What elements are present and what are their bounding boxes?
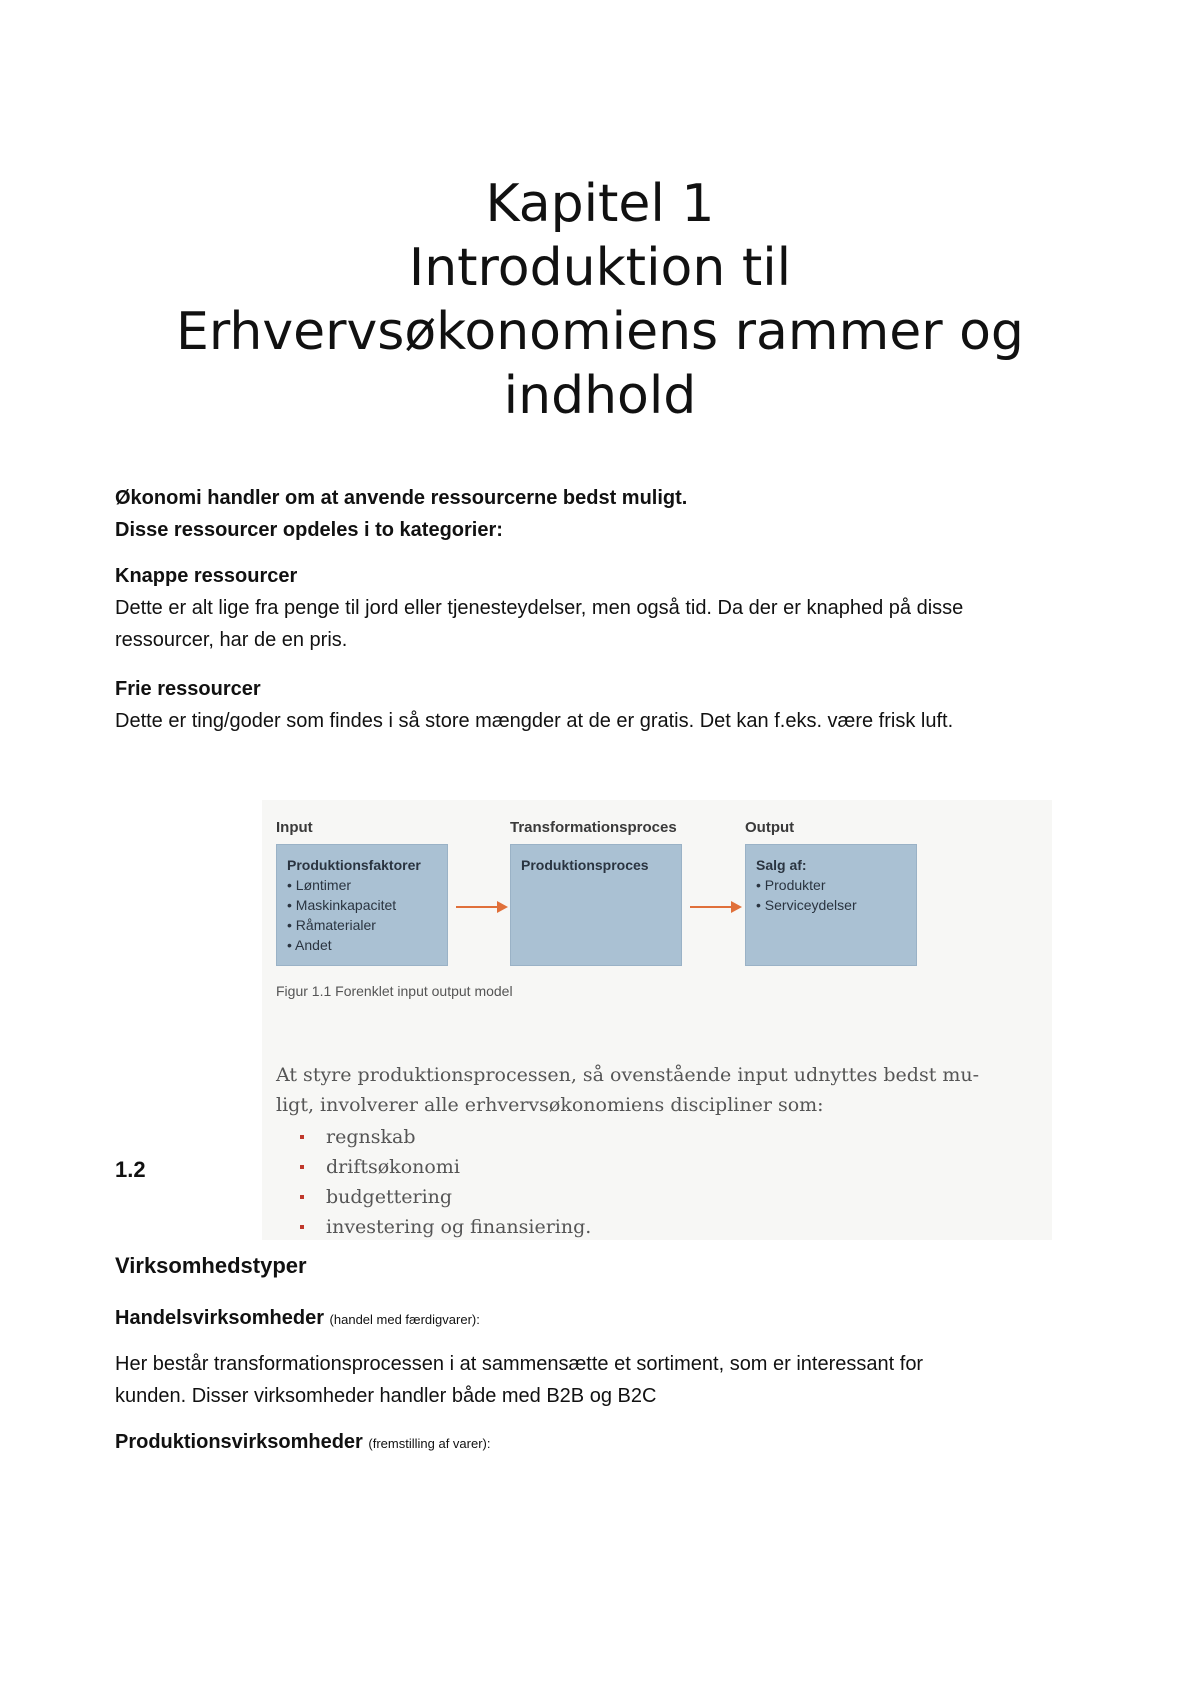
virksomhed-heading: Virksomhedstyper xyxy=(115,1253,307,1278)
title-line: Introduktion til xyxy=(408,238,792,298)
output-box xyxy=(745,844,917,966)
knappe-text: Dette er alt lige fra penge til jord eller tjenesteydelser, men også tid. Da der er knaphed på disse xyxy=(115,597,964,619)
handel-text: kunden. Disser virksomheder handler både med B2B og B2C xyxy=(115,1385,657,1407)
handel-text: Her består transformationsprocessen i at sammensætte et sortiment, som er interessant for xyxy=(115,1353,924,1375)
intro-line: Økonomi handler om at anvende ressourcerne bedst muligt. xyxy=(115,487,688,509)
output-label: Output xyxy=(745,819,795,836)
input-output-figure xyxy=(262,800,1052,1240)
page-title xyxy=(100,172,1100,428)
discipline-list xyxy=(296,1122,591,1242)
produktion-heading: Produktionsvirksomheder xyxy=(115,1431,363,1453)
list-item: regnskab xyxy=(296,1122,591,1152)
list-item: investering og finansiering. xyxy=(296,1212,591,1242)
list-item: • Serviceydelser xyxy=(756,895,906,915)
input-label: Input xyxy=(276,819,313,836)
input-box-title: Produktionsfaktorer xyxy=(287,857,421,873)
figure-paragraph-line: ligt, involverer alle erhvervsøkonomiens discipliner som: xyxy=(276,1094,824,1116)
list-item: • Andet xyxy=(287,935,437,955)
produktion-heading-line xyxy=(115,1426,490,1460)
knappe-text: ressourcer, har de en pris. xyxy=(115,629,348,651)
arrow-icon xyxy=(690,906,732,908)
list-item: • Produkter xyxy=(756,875,906,895)
title-line: Erhvervsøkonomiens rammer og xyxy=(176,302,1024,362)
figure-paragraph xyxy=(276,1060,1016,1120)
input-box xyxy=(276,844,448,966)
list-item: • Løntimer xyxy=(287,875,437,895)
arrow-icon xyxy=(456,906,498,908)
input-box-list xyxy=(287,875,437,955)
handel-heading: Handelsvirksomheder xyxy=(115,1307,324,1329)
figure-paragraph-line: At styre produktionsprocessen, så ovenstående input udnyttes bedst mu- xyxy=(276,1064,980,1086)
title-line: indhold xyxy=(503,366,697,426)
handel-heading-line xyxy=(115,1302,480,1336)
process-box-title: Produktionsproces xyxy=(521,857,649,873)
list-item: budgettering xyxy=(296,1182,591,1212)
knappe-heading: Knappe ressourcer xyxy=(115,565,298,587)
transformation-label: Transformationsproces xyxy=(510,819,677,836)
figure-caption: Figur 1.1 Forenklet input output model xyxy=(276,983,513,999)
produktion-note: (fremstilling af varer): xyxy=(368,1436,491,1451)
list-item: • Maskinkapacitet xyxy=(287,895,437,915)
handel-note: (handel med færdigvarer): xyxy=(329,1312,480,1327)
frie-text: Dette er ting/goder som findes i så store mængder at de er gratis. Det kan f.eks. være frisk luft. xyxy=(115,710,954,732)
output-box-list xyxy=(756,875,906,915)
intro-line: Disse ressourcer opdeles i to kategorier: xyxy=(115,519,503,541)
frie-heading: Frie ressourcer xyxy=(115,678,261,700)
title-line: Kapitel 1 xyxy=(485,174,715,234)
list-item: driftsøkonomi xyxy=(296,1152,591,1182)
list-item: • Råmaterialer xyxy=(287,915,437,935)
process-box xyxy=(510,844,682,966)
section-number: 1.2 xyxy=(115,1157,146,1182)
output-box-title: Salg af: xyxy=(756,857,807,873)
